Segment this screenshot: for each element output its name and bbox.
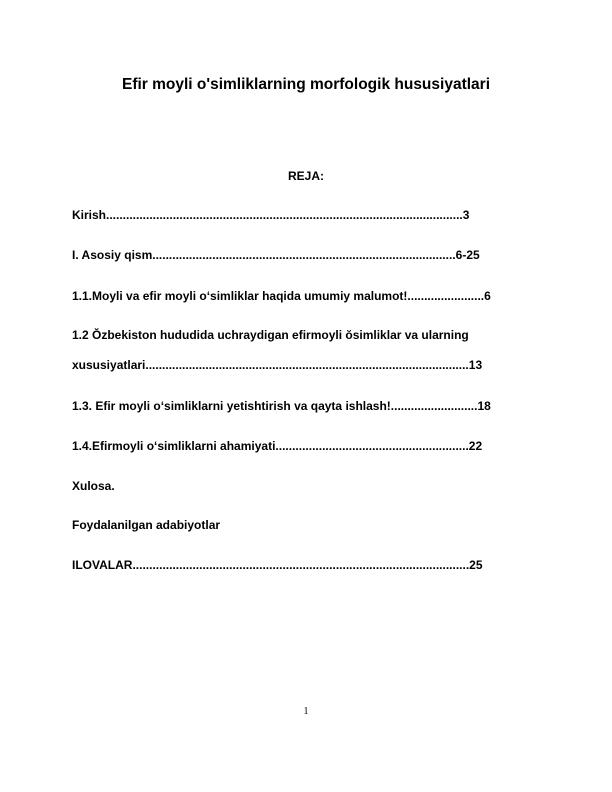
- toc-entry-kirish: Kirish...........................................................................................................3: [72, 208, 470, 222]
- toc-entry-1-3: 1.3. Efir moyli o‘simliklarni yetishtirish va qayta ishlash!..........................18: [72, 399, 491, 413]
- plan-heading: REJA:: [287, 169, 324, 183]
- toc-entry-1-1: 1.1.Moyli va efir moyli o‘simliklar haqida umumiy malumot!.......................6: [72, 289, 491, 303]
- document-title: Efir moyli o'simliklarning morfologik hususiyatlari: [121, 76, 490, 93]
- page-number: 1: [303, 706, 309, 717]
- toc-entry-1-2-line2: xususiyatlari.................................................................................................13: [72, 358, 483, 372]
- toc-entry-ilovalar: ILOVALAR.....................................................................................................25: [72, 558, 483, 572]
- toc-entry-asosiy-qism: I. Asosiy qism...........................................................................................6-25: [72, 248, 480, 262]
- toc-entry-xulosa: Xulosa.: [72, 479, 115, 493]
- toc-entry-1-2-line1: 1.2 Ŏzbekiston hududida uchraydigan efirmoyli ŏsimliklar va ularning: [72, 328, 469, 342]
- toc-entry-1-4: 1.4.Efirmoyli o‘simliklarni ahamiyati..........................................................22: [72, 439, 483, 453]
- toc-entry-adabiyotlar: Foydalanilgan adabiyotlar: [72, 518, 221, 532]
